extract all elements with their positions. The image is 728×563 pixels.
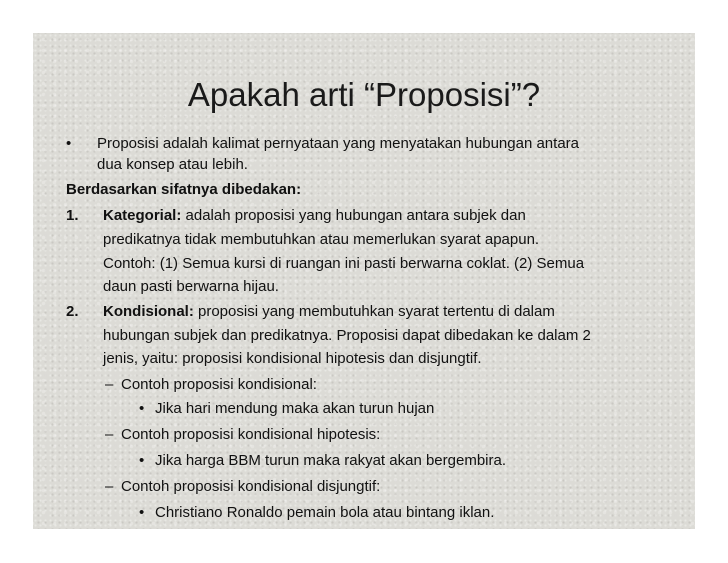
sub-dot-3: • [139, 504, 145, 521]
item-2-term: Kondisional: [103, 303, 194, 320]
sub-dash-3: – [105, 478, 114, 495]
item-1-line-1-rest: adalah proposisi yang hubungan antara subjek dan [181, 207, 526, 224]
bullet-marker: • [66, 135, 72, 152]
sub-example-2: Jika harga BBM turun maka rakyat akan bergembira. [155, 452, 506, 469]
intro-line-1: Proposisi adalah kalimat pernyataan yang menyatakan hubungan antara [97, 135, 579, 152]
sub-example-1: Jika hari mendung maka akan turun hujan [155, 400, 435, 417]
sub-dot-1: • [139, 400, 145, 417]
sub-dash-1: – [105, 376, 114, 393]
item-1-line-2: predikatnya tidak membutuhkan atau memerlukan syarat apapun. [103, 231, 540, 248]
item-1-line-3: Contoh: (1) Semua kursi di ruangan ini pasti berwarna coklat. (2) Semua [103, 255, 585, 272]
sub-dot-2: • [139, 452, 145, 469]
item-1-term: Kategorial: [103, 207, 182, 224]
item-2-line-1 [103, 301, 555, 322]
sub-example-3: Christiano Ronaldo pemain bola atau bintang iklan. [155, 504, 495, 521]
sub-dash-2: – [105, 426, 114, 443]
sub-label-1: Contoh proposisi kondisional: [121, 376, 317, 393]
sub-label-3: Contoh proposisi kondisional disjungtif: [121, 478, 381, 495]
sub-label-2: Contoh proposisi kondisional hipotesis: [121, 426, 381, 443]
slide-title: Apakah arti “Proposisi”? [187, 76, 541, 113]
item-2-line-1-rest: proposisi yang membutuhkan syarat tertentu di dalam [193, 303, 555, 320]
item-2-line-3: jenis, yaitu: proposisi kondisional hipotesis dan disjungtif. [103, 350, 482, 367]
item-2-line-2: hubungan subjek dan predikatnya. Proposisi dapat dibedakan ke dalam 2 [103, 327, 591, 344]
item-1-number: 1. [66, 207, 79, 224]
intro-line-2: dua konsep atau lebih. [97, 156, 248, 173]
slide [33, 33, 695, 529]
item-1-line-4: daun pasti berwarna hijau. [103, 278, 279, 295]
item-2-number: 2. [66, 303, 79, 320]
section-heading: Berdasarkan sifatnya dibedakan: [66, 181, 302, 198]
item-1-line-1 [103, 205, 526, 226]
